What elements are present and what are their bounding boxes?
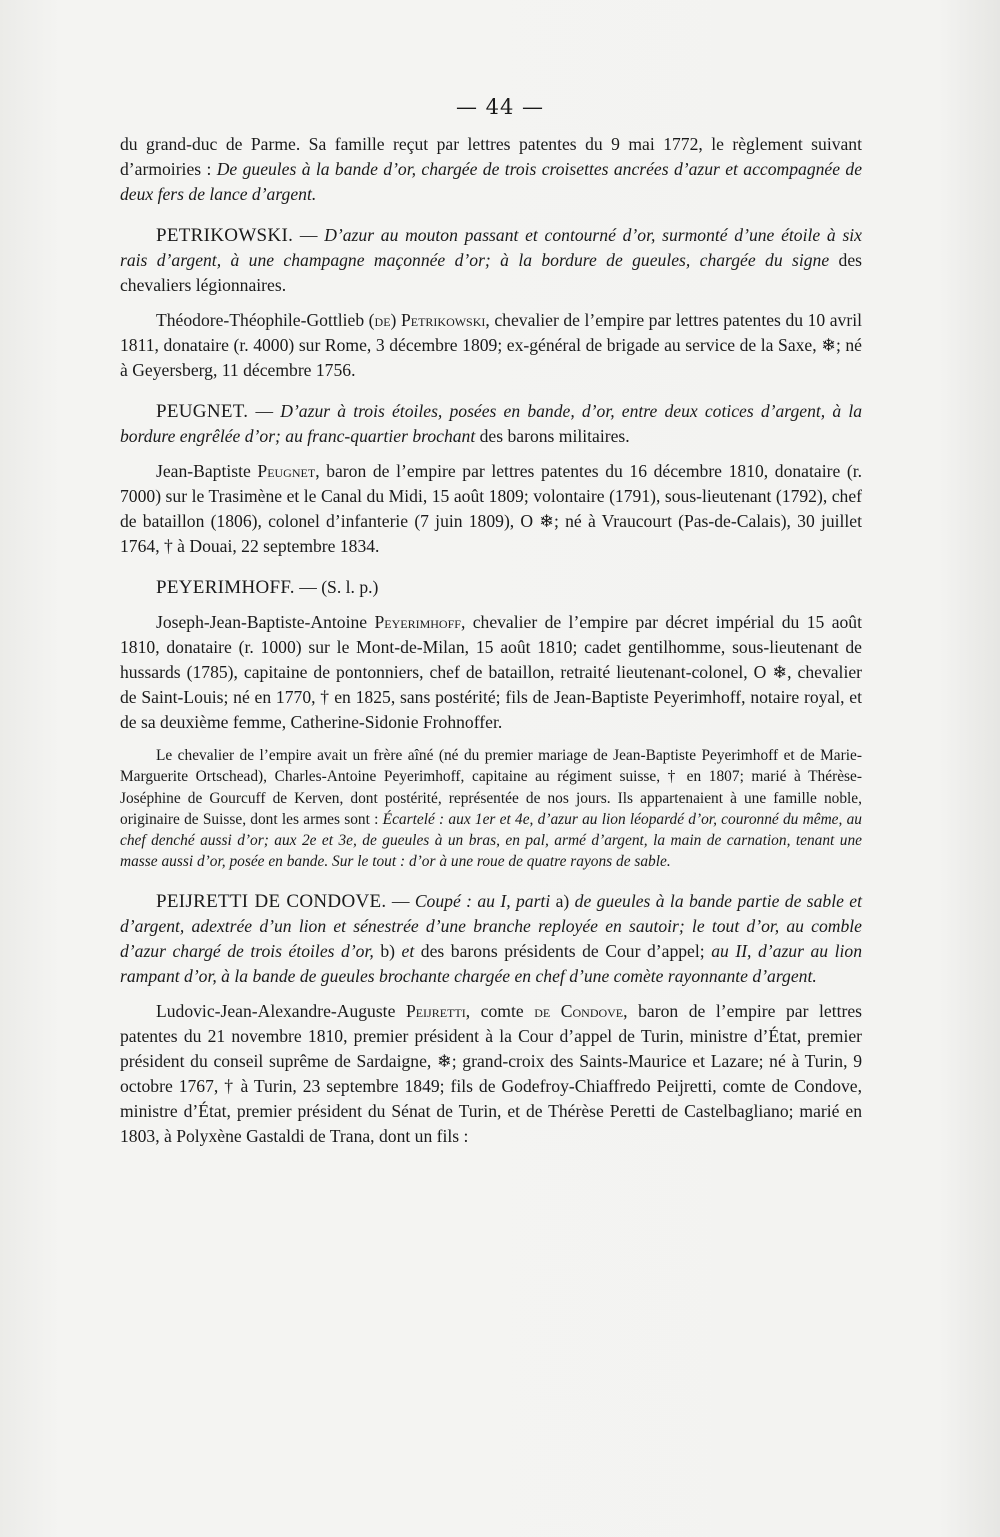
- person-name: Petrikowski: [400, 310, 486, 330]
- entry-peyerimhoff: [120, 575, 862, 600]
- bio-petrikowski: [120, 308, 862, 383]
- note-peyerimhoff: [120, 745, 862, 873]
- bio-text: , baron de l’empire par lettres patentes du 16 décembre 1810, donataire (r. 7000) sur le Trasimène et le Canal du Midi, 15 août 1809; volontaire (1791), sous-lieutenant (1792), chef de bataillon (1806), colonel d’infanterie (7 juin 1809), O ❄; né à Vraucourt (Pas-de-Calais), 30 juillet 1764, † à Douai, 22 septembre 1834.: [120, 461, 863, 556]
- heading-peyerimhoff: PEYERIMHOFF.: [156, 577, 295, 598]
- entry-peijretti: [120, 889, 862, 989]
- dash: —: [248, 401, 281, 421]
- bio-mid: ): [390, 310, 401, 330]
- dash: —: [293, 225, 325, 245]
- blazon-marker: a): [550, 890, 575, 911]
- bio-prefix: Joseph-Jean-Baptiste-Antoine: [156, 612, 375, 632]
- dash: —: [386, 890, 415, 911]
- heading-petrikowski: PETRIKOWSKI.: [156, 225, 294, 246]
- heading-peugnet: PEUGNET.: [156, 401, 249, 422]
- continuation-text: du grand-duc de Parme. Sa famille reçut par lettres patentes du 9 mai 1772, le règlement suivant d’armoiries :: [120, 134, 862, 179]
- particle: de Condove: [534, 1000, 624, 1021]
- bio-prefix: Jean-Baptiste: [156, 461, 258, 481]
- bio-peyerimhoff: [120, 610, 862, 735]
- slp-note: (S. l. p.): [321, 577, 379, 597]
- bio-peijretti: [120, 999, 862, 1149]
- bio-mid: , comte: [465, 1000, 535, 1021]
- bio-peugnet: [120, 459, 862, 559]
- bio-text: , chevalier de l’empire par décret impérial du 15 août 1810, donataire (r. 1000) sur le Mont-de-Milan, 15 août 1810; cadet gentilhomme, sous-lieutenant de hussards (1785), capitaine de pontonniers, chef de bataillon, retraité lieutenant-colonel, O ❄, chevalier de Saint-Louis; né en 1770, † en 1825, sans postérité; fils de Jean-Baptiste Peyerimhoff, notaire royal, et de sa deuxième femme, Catherine-Sidonie Frohnoffer.: [120, 612, 862, 732]
- bio-text: , chevalier de l’empire par lettres patentes du 10 avril 1811, donataire (r. 4000) sur Rome, 3 décembre 1809; ex-général de brigade au service de la Saxe, ❄; né à Geyersberg, 11 décembre 1756.: [120, 310, 862, 380]
- blazon-marker: b): [373, 940, 402, 961]
- note-blazon: Écartelé : aux 1er et 4e, d’azur au lion léopardé d’or, couronné du même, au chef denché aussi d’or; aux 2e et 3e, de gueules à un bras, en pal, armé d’argent, la main de carnation, tenant une masse aussi d’or, posée en bande. Sur le tout : d’or à une roue de quatre rayons de sable.: [120, 810, 862, 871]
- entry-petrikowski: [120, 223, 862, 298]
- blazon-part: et: [401, 940, 415, 961]
- dash: —: [294, 577, 322, 597]
- continuation-paragraph: [120, 132, 862, 207]
- blazon-part: de gueules à la bande partie de sable et d’argent, adextrée d’un lion et sénestrée d’une branche reployée en sautoir; le tout d’or, au comble d’azur chargé de trois étoiles d’or,: [120, 890, 862, 961]
- blazon-peugnet: D’azur à trois étoiles, posées en bande, d’or, entre deux cotices d’argent, à la bordure engrêlée d’or; au franc-quartier brochant: [120, 401, 863, 446]
- heading-peijretti: PEIJRETTI DE CONDOVE.: [156, 890, 387, 912]
- page-body: [120, 132, 862, 1149]
- blazon-end-petrikowski: des chevaliers légionnaires.: [120, 250, 862, 295]
- blazon-petrikowski: D’azur au mouton passant et contourné d’or, surmonté d’une étoile à six rais d’argent, à une champagne maçonnée d’or; à la bordure de gueules, chargée du signe: [120, 225, 862, 270]
- continuation-blazon: De gueules à la bande d’or, chargée de trois croisettes ancrées d’azur et accompagnée de deux fers de lance d’argent.: [120, 159, 863, 204]
- blazon-part: Coupé : au I, parti: [414, 890, 551, 911]
- blazon-part: au II, d’azur au lion rampant d’or, à la bande de gueules brochante chargée en chef d’une comète rayonnante d’argent.: [120, 940, 863, 986]
- person-name: Peijretti: [405, 1000, 466, 1021]
- blazon-end-peugnet: des barons militaires.: [475, 426, 630, 446]
- particle: de: [374, 310, 391, 330]
- note-text: Le chevalier de l’empire avait un frère aîné (né du premier mariage de Jean-Baptiste Peyerimhoff et de Marie-Marguerite Ortschead), Charles-Antoine Peyerimhoff, capitaine au régiment suisse, † en 1807; marié à Thérèse-Joséphine de Gourcuff de Kerven, dont postérité, représentée de nos jours. Ils appartenaient à une famille noble, originaire de Suisse, dont les armes sont :: [120, 747, 862, 828]
- bio-prefix: Ludovic-Jean-Alexandre-Auguste: [156, 1000, 406, 1021]
- bio-text: , baron de l’empire par lettres patentes du 21 novembre 1810, premier président à la Cour d’appel de Turin, ministre d’État, premier président du conseil suprême de Sardaigne, ❄; grand-croix des Saints-Maurice et Lazare; né à Turin, 9 octobre 1767, † à Turin, 23 septembre 1849; fils de Godefroy-Chiaffredo Peijretti, comte de Condove, ministre d’État, premier président du Sénat de Turin, et de Thérèse Peretti de Castelbagliano; marié en 1803, à Polyxène Gastaldi de Trana, dont un fils :: [120, 1000, 863, 1146]
- page-number: — 44 —: [455, 95, 545, 119]
- entry-peugnet: [120, 399, 862, 449]
- person-name: Peugnet: [257, 461, 316, 481]
- blazon-text: des barons présidents de Cour d’appel;: [414, 940, 712, 961]
- person-name: Peyerimhoff: [374, 612, 461, 632]
- bio-prefix: Théodore-Théophile-Gottlieb (: [156, 310, 375, 330]
